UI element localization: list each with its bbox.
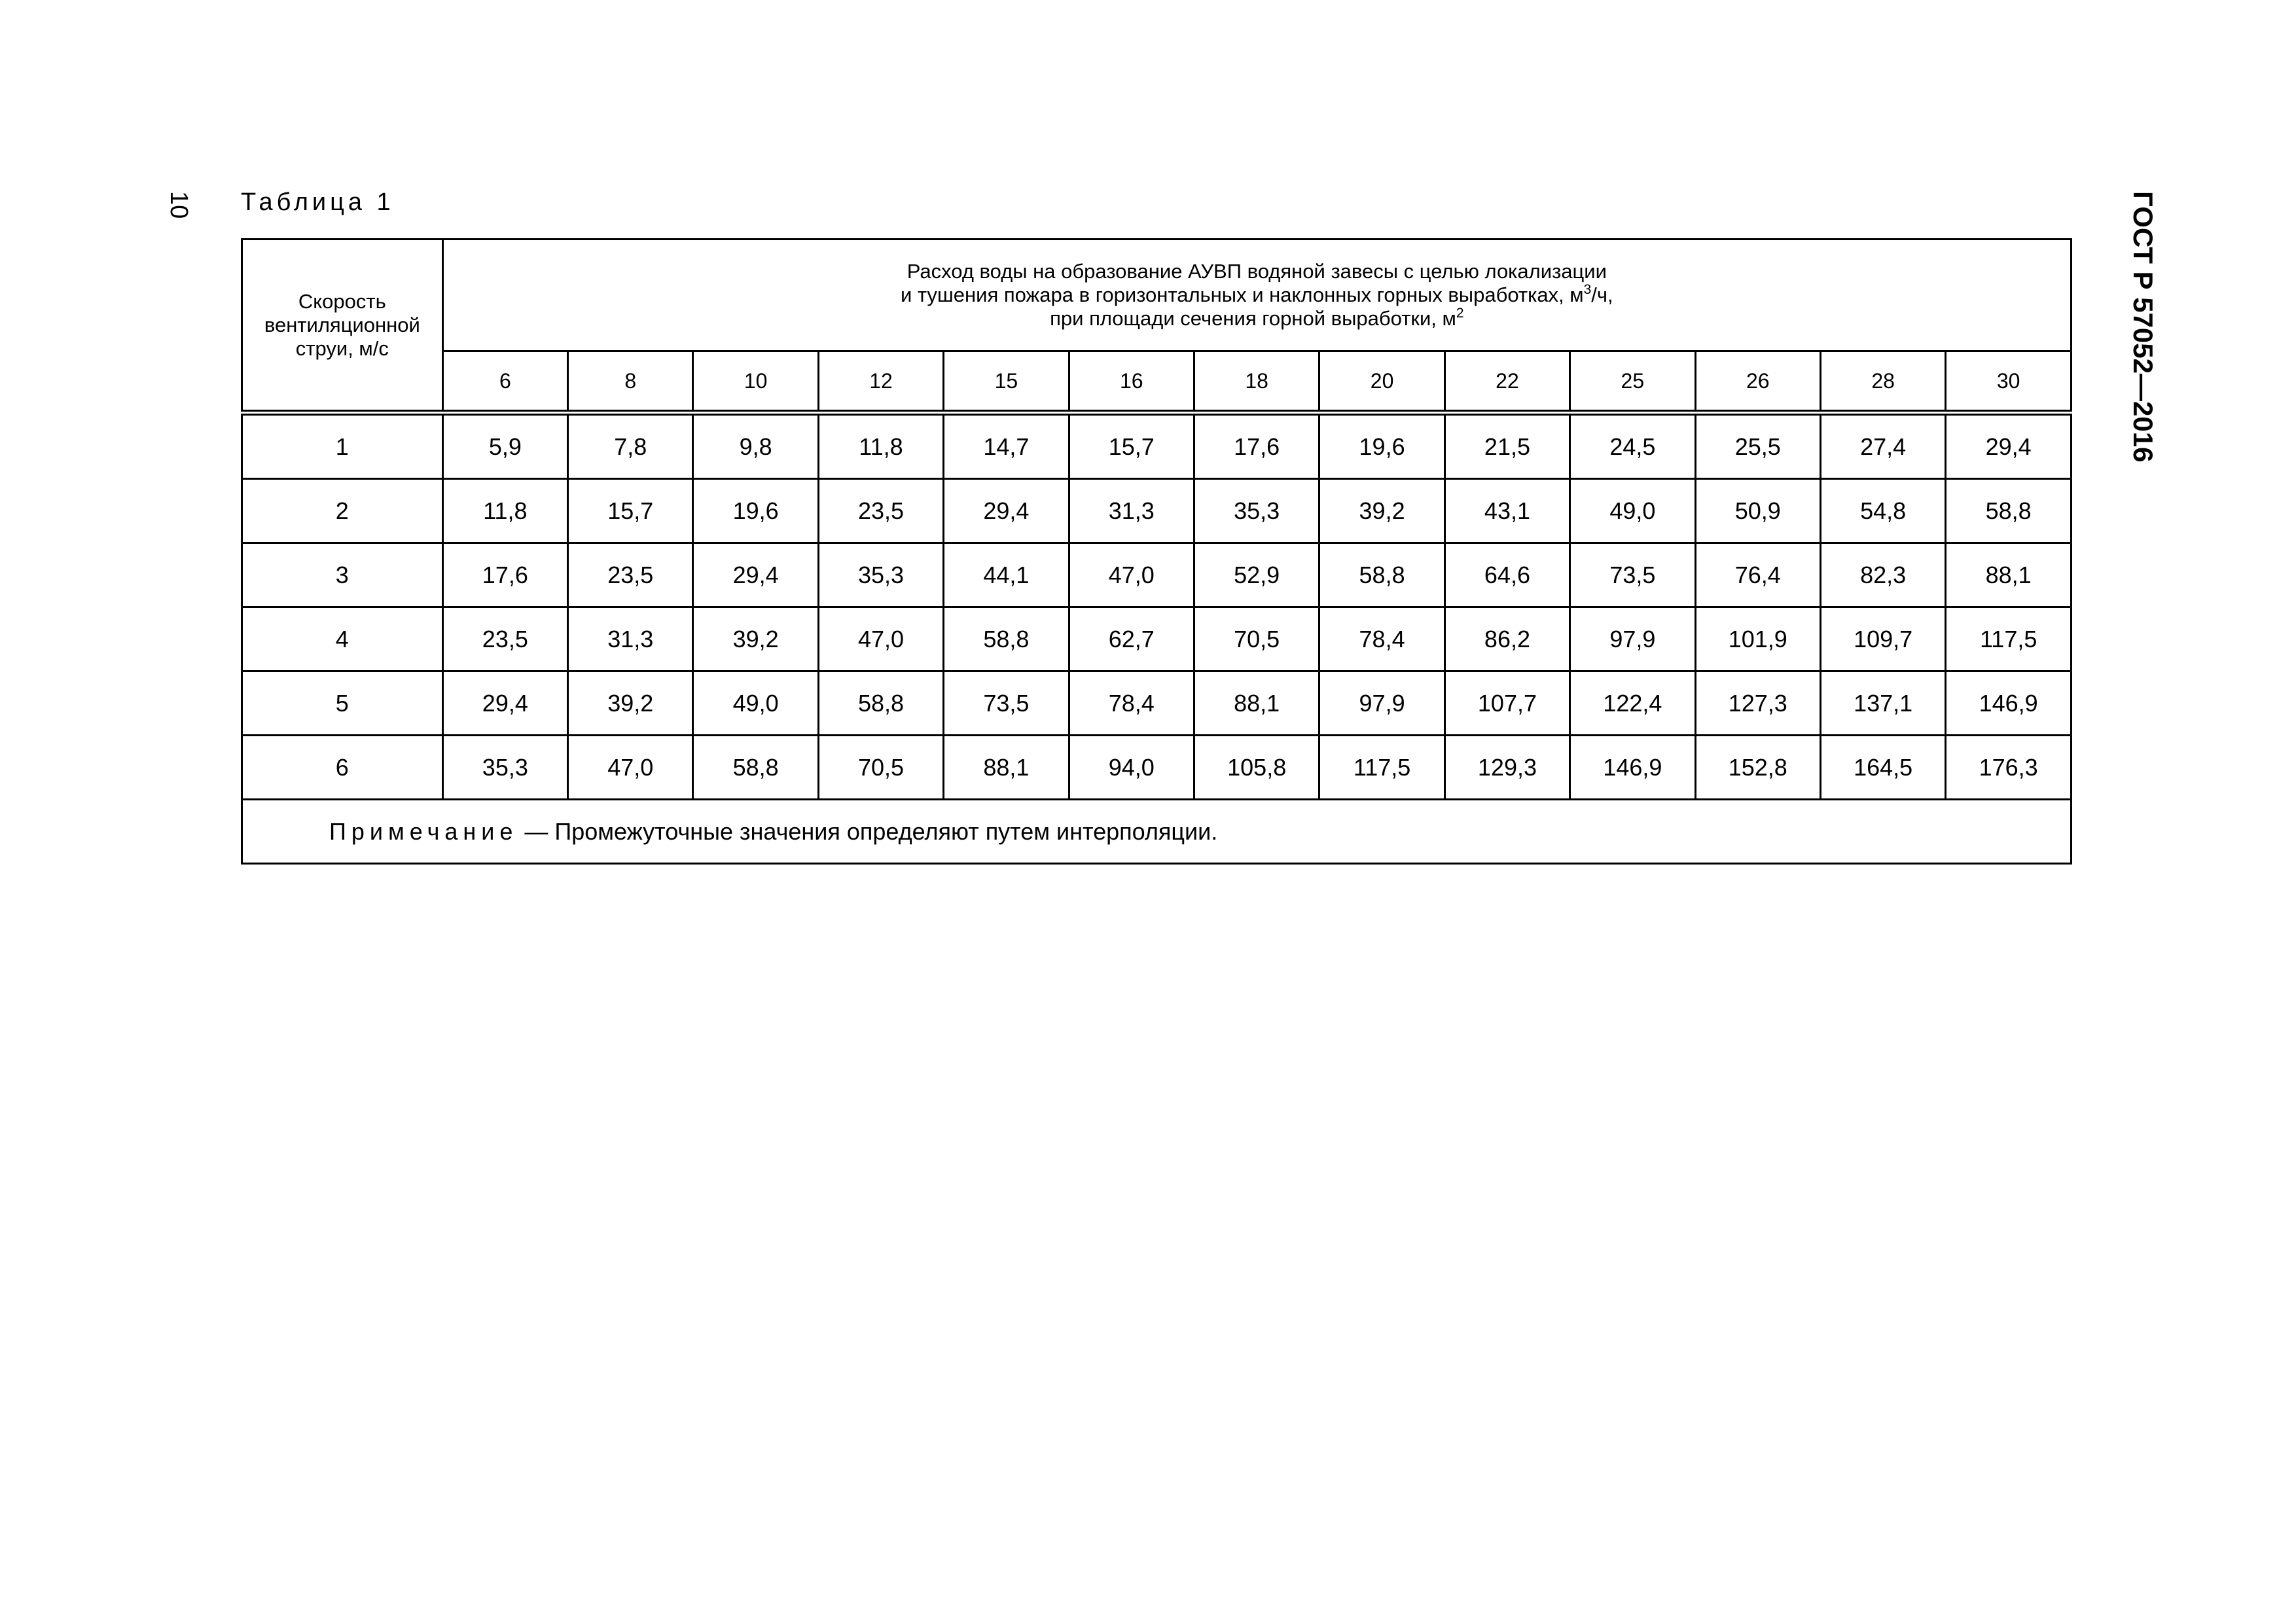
value-cell: 78,4 [1069, 671, 1194, 736]
note-text: Промежуточные значения определяют путем интерполяции. [554, 817, 1218, 845]
speed-cell: 1 [242, 413, 443, 479]
speed-cell: 2 [242, 479, 443, 543]
value-cell: 17,6 [1194, 413, 1319, 479]
value-cell: 105,8 [1194, 736, 1319, 800]
value-cell: 73,5 [944, 671, 1069, 736]
note-row [242, 800, 2072, 864]
value-cell: 19,6 [693, 479, 818, 543]
superscript-3: 3 [1583, 282, 1592, 297]
value-cell: 64,6 [1444, 543, 1570, 607]
area-header-cell: 28 [1820, 351, 1945, 413]
table-row [242, 607, 2072, 671]
value-cell: 24,5 [1570, 413, 1695, 479]
value-cell: 88,1 [944, 736, 1069, 800]
value-cell: 73,5 [1570, 543, 1695, 607]
value-cell: 129,3 [1444, 736, 1570, 800]
value-cell: 15,7 [568, 479, 693, 543]
value-cell: 176,3 [1946, 736, 2072, 800]
area-header-cell: 20 [1319, 351, 1444, 413]
value-cell: 146,9 [1570, 736, 1695, 800]
value-cell: 17,6 [442, 543, 567, 607]
speed-cell: 4 [242, 607, 443, 671]
value-cell: 49,0 [1570, 479, 1695, 543]
value-cell: 88,1 [1946, 543, 2072, 607]
value-cell: 7,8 [568, 413, 693, 479]
value-cell: 54,8 [1820, 479, 1945, 543]
value-cell: 44,1 [944, 543, 1069, 607]
area-header-cell: 26 [1695, 351, 1820, 413]
value-cell: 19,6 [1319, 413, 1444, 479]
value-cell: 23,5 [442, 607, 567, 671]
area-header-cell: 22 [1444, 351, 1570, 413]
value-cell: 39,2 [568, 671, 693, 736]
speed-cell: 5 [242, 671, 443, 736]
value-cell: 88,1 [1194, 671, 1319, 736]
value-cell: 47,0 [1069, 543, 1194, 607]
value-cell: 58,8 [693, 736, 818, 800]
value-cell: 101,9 [1695, 607, 1820, 671]
standard-code: ГОСТ Р 57052—2016 [2128, 191, 2159, 463]
value-cell: 39,2 [693, 607, 818, 671]
note-dash: — [518, 817, 555, 845]
value-cell: 35,3 [818, 543, 943, 607]
value-cell: 109,7 [1820, 607, 1945, 671]
value-cell: 137,1 [1820, 671, 1945, 736]
value-cell: 62,7 [1069, 607, 1194, 671]
area-header-cell: 30 [1946, 351, 2072, 413]
value-cell: 23,5 [818, 479, 943, 543]
area-header-cell: 16 [1069, 351, 1194, 413]
value-cell: 122,4 [1570, 671, 1695, 736]
water-consumption-table [241, 238, 2072, 865]
table-row [242, 736, 2072, 800]
value-cell: 49,0 [693, 671, 818, 736]
area-header-cell: 10 [693, 351, 818, 413]
area-header-row [242, 351, 2072, 413]
value-cell: 78,4 [1319, 607, 1444, 671]
value-cell: 70,5 [818, 736, 943, 800]
value-cell: 11,8 [442, 479, 567, 543]
area-header-cell: 15 [944, 351, 1069, 413]
value-cell: 58,8 [944, 607, 1069, 671]
header-line-3: при площади сечения горной выработки, $м^2$ [1050, 306, 1464, 330]
value-cell: 5,9 [442, 413, 567, 479]
value-cell: 31,3 [1069, 479, 1194, 543]
value-cell: 29,4 [944, 479, 1069, 543]
value-cell: 107,7 [1444, 671, 1570, 736]
value-cell: 50,9 [1695, 479, 1820, 543]
table-row [242, 671, 2072, 736]
value-cell: 94,0 [1069, 736, 1194, 800]
superscript-2: 2 [1456, 306, 1464, 321]
value-cell: 97,9 [1319, 671, 1444, 736]
value-cell: 52,9 [1194, 543, 1319, 607]
value-cell: 11,8 [818, 413, 943, 479]
area-header-cell: 18 [1194, 351, 1319, 413]
speed-cell: 6 [242, 736, 443, 800]
value-cell: 23,5 [568, 543, 693, 607]
table-row [242, 479, 2072, 543]
value-cell: 9,8 [693, 413, 818, 479]
table-row [242, 413, 2072, 479]
value-cell: 58,8 [1946, 479, 2072, 543]
value-cell: 29,4 [442, 671, 567, 736]
area-header-cell: 12 [818, 351, 943, 413]
value-cell: 70,5 [1194, 607, 1319, 671]
value-cell: 86,2 [1444, 607, 1570, 671]
value-cell: 117,5 [1946, 607, 2072, 671]
value-cell: 76,4 [1695, 543, 1820, 607]
value-cell: 31,3 [568, 607, 693, 671]
value-cell: 39,2 [1319, 479, 1444, 543]
value-cell: 35,3 [1194, 479, 1319, 543]
speed-column-header: Скорость вентиляционной струи, м/с [242, 240, 443, 413]
area-header-cell: 6 [442, 351, 567, 413]
speed-cell: 3 [242, 543, 443, 607]
value-cell: 47,0 [568, 736, 693, 800]
value-cell: 47,0 [818, 607, 943, 671]
value-cell: 97,9 [1570, 607, 1695, 671]
table-row [242, 543, 2072, 607]
table-note [242, 800, 2072, 864]
header-line-1: Расход воды на образование АУВП водяной завесы с целью локализации [906, 260, 1607, 283]
value-cell: 127,3 [1695, 671, 1820, 736]
page-number: 10 [165, 191, 192, 219]
value-cell: 58,8 [818, 671, 943, 736]
value-cell: 15,7 [1069, 413, 1194, 479]
value-cell: 27,4 [1820, 413, 1945, 479]
consumption-column-header [442, 240, 2071, 351]
value-cell: 164,5 [1820, 736, 1945, 800]
area-header-cell: 25 [1570, 351, 1695, 413]
table-caption: Таблица 1 [241, 188, 395, 216]
value-cell: 146,9 [1946, 671, 2072, 736]
value-cell: 25,5 [1695, 413, 1820, 479]
header-line-2: и тушения пожара в горизонтальных и наклонных горных выработках, $м^3/ч$, [900, 282, 1613, 306]
value-cell: 29,4 [693, 543, 818, 607]
value-cell: 14,7 [944, 413, 1069, 479]
value-cell: 152,8 [1695, 736, 1820, 800]
value-cell: 43,1 [1444, 479, 1570, 543]
value-cell: 29,4 [1946, 413, 2072, 479]
value-cell: 82,3 [1820, 543, 1945, 607]
area-header-cell: 8 [568, 351, 693, 413]
value-cell: 117,5 [1319, 736, 1444, 800]
value-cell: 35,3 [442, 736, 567, 800]
value-cell: 21,5 [1444, 413, 1570, 479]
note-label: Примечание [329, 817, 518, 845]
value-cell: 58,8 [1319, 543, 1444, 607]
